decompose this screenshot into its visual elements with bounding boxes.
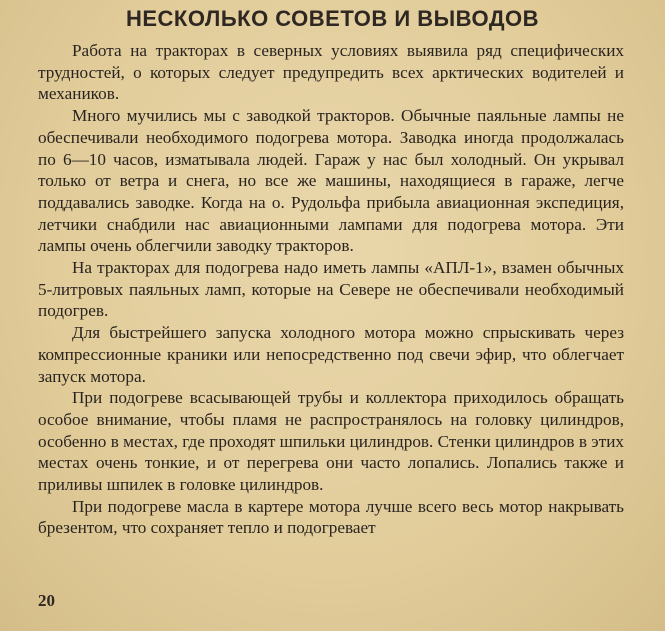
paragraph: При подогреве масла в картере мотора лучше всего весь мотор накрывать брезентом, что сохраняет тепло и подогревает [38,496,624,538]
body-text [38,40,624,539]
paragraph: Много мучились мы с заводкой тракторов. Обычные паяльные лампы не обеспечивали необходимого подогрева мотора. Заводка иногда продолжалась по 6—10 часов, изматывала людей. Гараж у нас был холодный. Он укрывал только от ветра и снега, но все же машины, находящиеся в гараже, легче поддавались заводке. Когда на о. Рудольфа прибыла авиационная экспедиция, летчики снабдили нас авиационными лампами для подогрева мотора. Эти лампы очень облегчили заводку тракторов. [38,106,624,256]
paragraph: При подогреве всасывающей трубы и коллектора приходилось обращать особое внимание, чтобы пламя не распространялось на головку цилиндров, особенно в местах, где проходят шпильки цилиндров. Стенки цилиндров в этих местах очень тонкие, и от перегрева они часто лопались. Лопались также и приливы шпилек в головке цилиндров. [38,388,624,495]
section-heading: НЕСКОЛЬКО СОВЕТОВ И ВЫВОДОВ [125,6,540,31]
page-number: 20 [38,591,55,610]
paragraph: Для быстрейшего запуска холодного мотора можно спрыскивать через компрессионные краники или непосредственно под свечи эфир, что облегчает запуск мотора. [38,323,624,386]
paragraph: Работа на тракторах в северных условиях выявила ряд специфических трудностей, о которых следует предупредить всех арктических водителей и механиков. [38,41,624,104]
paragraph: На тракторах для подогрева надо иметь лампы «АПЛ-1», взамен обычных 5-литровых паяльных ламп, которые на Севере не обеспечивали необходимый подогрев. [38,258,624,321]
